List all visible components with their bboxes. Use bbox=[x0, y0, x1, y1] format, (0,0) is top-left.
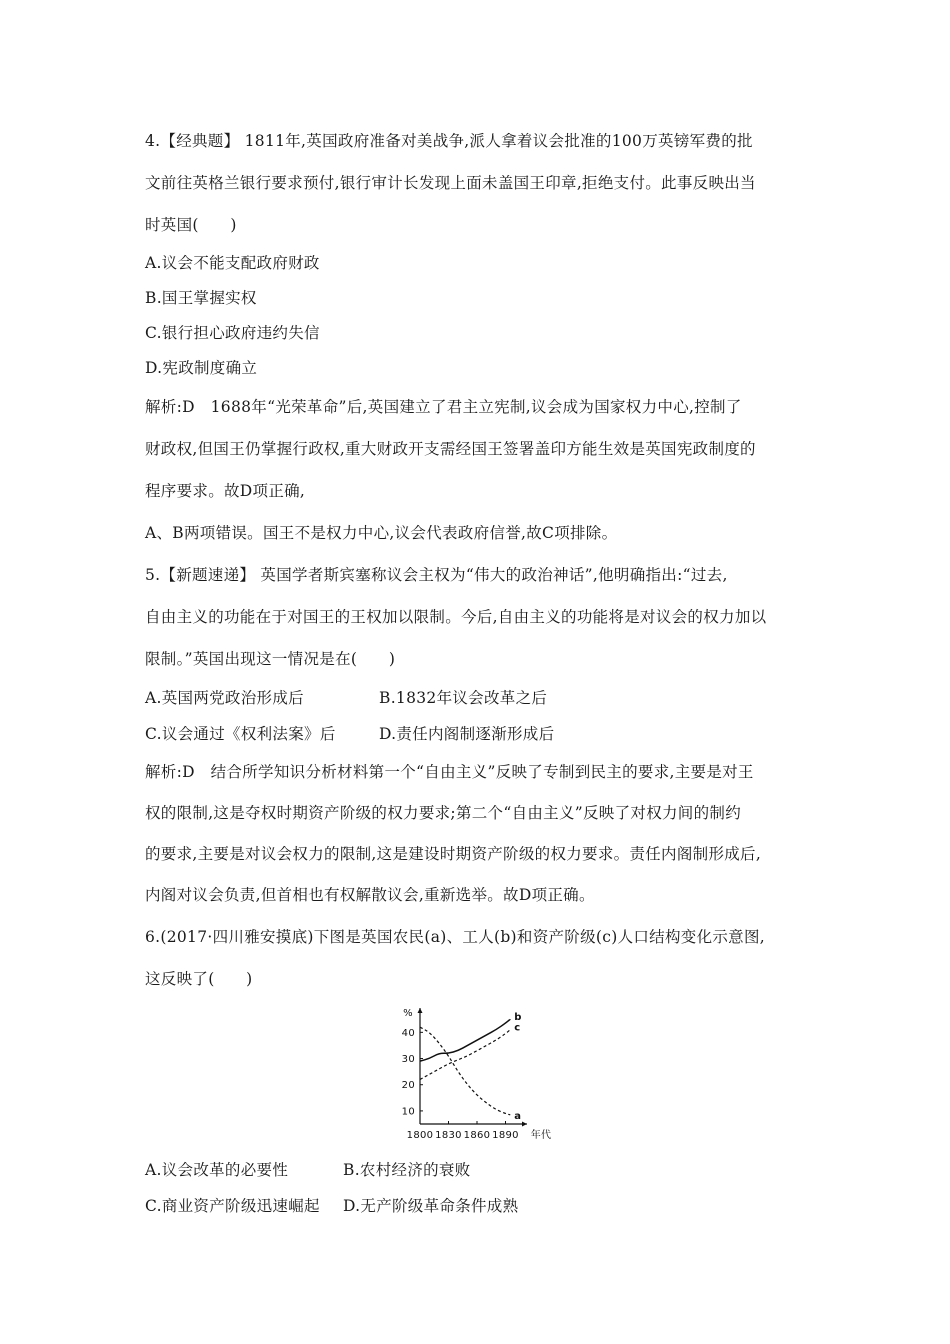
option-a[interactable]: A.英国两党政治形成后 bbox=[145, 689, 304, 707]
exam-page bbox=[145, 120, 825, 1224]
analysis-line: 财政权,但国王仍掌握行政权,重大财政开支需经国王签署盖印方能生效是英国宪政制度的 bbox=[145, 440, 756, 458]
option-b[interactable]: B.1832年议会改革之后 bbox=[379, 689, 548, 707]
analysis-line: 解析:D 结合所学知识分析材料第一个“自由主义”反映了专制到民主的要求,主要是对王 bbox=[145, 763, 754, 781]
y-tick-label: 30 bbox=[401, 1054, 415, 1066]
x-tick-label: 1830 bbox=[435, 1130, 462, 1141]
question-4-analysis bbox=[145, 386, 825, 554]
question-4 bbox=[145, 120, 825, 246]
analysis-line: 程序要求。故D项正确, bbox=[145, 482, 306, 500]
series-label-a: a bbox=[514, 1110, 522, 1122]
question-6 bbox=[145, 916, 825, 1000]
analysis-line: 解析:D 1688年“光荣革命”后,英国建立了君主立宪制,议会成为国家权力中心,控制了 bbox=[145, 398, 742, 416]
question-stem-line: 6.(2017·四川雅安摸底)下图是英国农民(a)、工人(b)和资产阶级(c)人口结构变化示意图, bbox=[145, 928, 766, 946]
question-6-options bbox=[145, 1152, 825, 1224]
analysis-line: A、B两项错误。国王不是权力中心,议会代表政府信誉,故C项排除。 bbox=[145, 524, 618, 542]
x-tick-label: 1860 bbox=[463, 1130, 491, 1141]
option-d[interactable]: D.宪政制度确立 bbox=[145, 359, 258, 377]
question-5-analysis bbox=[145, 752, 825, 916]
question-4-options bbox=[145, 246, 825, 386]
y-axis-arrow bbox=[418, 1008, 423, 1013]
option-c[interactable]: C.银行担心政府违约失信 bbox=[145, 324, 320, 342]
y-axis-label: % bbox=[403, 1008, 413, 1019]
analysis-line: 内阁对议会负责,但首相也有权解散议会,重新选举。故D项正确。 bbox=[145, 886, 595, 904]
series-label-c: c bbox=[514, 1022, 521, 1034]
population-chart bbox=[145, 1002, 825, 1152]
question-5-options bbox=[145, 680, 825, 752]
population-chart-svg bbox=[395, 1002, 555, 1152]
question-5 bbox=[145, 554, 825, 680]
question-stem-line: 自由主义的功能在于对国王的王权加以限制。今后,自由主义的功能将是对议会的权力加以 bbox=[145, 608, 767, 626]
question-stem-line: 5.【新题速递】 英国学者斯宾塞称议会主权为“伟大的政治神话”,他明确指出:“过去, bbox=[145, 566, 728, 584]
y-tick-label: 10 bbox=[401, 1106, 415, 1118]
option-c[interactable]: C.商业资产阶级迅速崛起 bbox=[145, 1197, 320, 1215]
series-line-b bbox=[420, 1019, 510, 1061]
x-tick-label: 1800 bbox=[406, 1130, 434, 1141]
y-tick-label: 20 bbox=[401, 1080, 415, 1092]
option-a[interactable]: A.议会不能支配政府财政 bbox=[145, 254, 320, 272]
question-stem-line: 时英国( ) bbox=[145, 216, 237, 234]
series-line-a bbox=[420, 1027, 510, 1115]
question-stem-line: 4.【经典题】 1811年,英国政府准备对美战争,派人拿着议会批准的100万英镑军费的批 bbox=[145, 132, 753, 150]
option-c[interactable]: C.议会通过《权利法案》后 bbox=[145, 725, 336, 743]
option-b[interactable]: B.农村经济的衰败 bbox=[343, 1161, 471, 1179]
question-stem-line: 文前往英格兰银行要求预付,银行审计长发现上面未盖国王印章,拒绝支付。此事反映出当 bbox=[145, 174, 756, 192]
question-stem-line: 这反映了( ) bbox=[145, 970, 253, 988]
y-tick-label: 40 bbox=[401, 1027, 415, 1039]
analysis-line: 权的限制,这是夺权时期资产阶级的权力要求;第二个“自由主义”反映了对权力间的制约 bbox=[145, 804, 741, 822]
option-b[interactable]: B.国王掌握实权 bbox=[145, 289, 257, 307]
x-tick-label: 1890 bbox=[492, 1130, 519, 1141]
analysis-line: 的要求,主要是对议会权力的限制,这是建设时期资产阶级的权力要求。责任内阁制形成后, bbox=[145, 845, 762, 863]
option-a[interactable]: A.议会改革的必要性 bbox=[145, 1161, 289, 1179]
question-stem-line: 限制。”英国出现这一情况是在( ) bbox=[145, 650, 396, 668]
option-d[interactable]: D.无产阶级革命条件成熟 bbox=[343, 1197, 519, 1215]
option-d[interactable]: D.责任内阁制逐渐形成后 bbox=[379, 725, 555, 743]
series-label-b: b bbox=[514, 1012, 522, 1024]
x-axis-arrow bbox=[522, 1122, 527, 1127]
x-axis-label: 年代 bbox=[530, 1130, 552, 1141]
